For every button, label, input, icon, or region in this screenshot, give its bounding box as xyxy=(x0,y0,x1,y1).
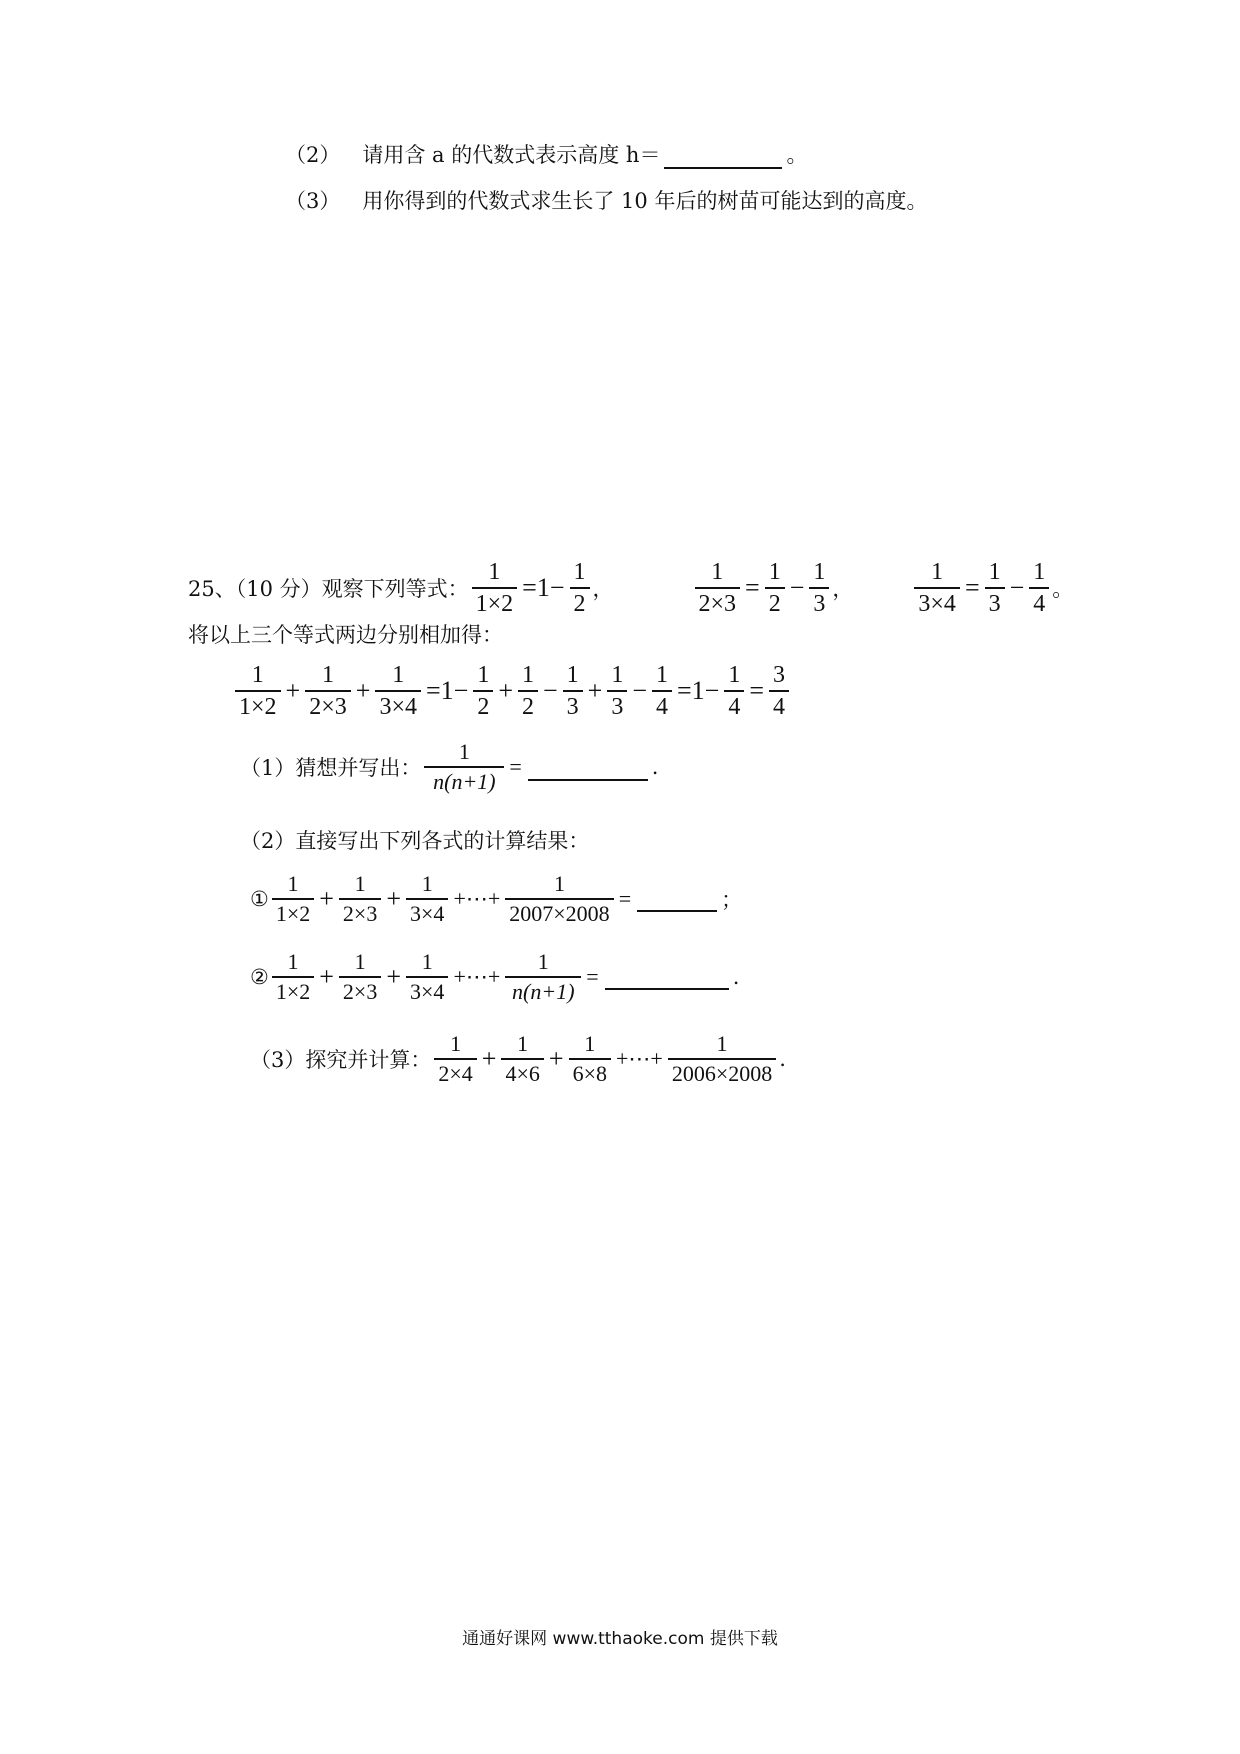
q25-sum-equation: $\frac{1}{1\times 2}$ + $\frac{1}{2\times 3}$ + $\frac{1}{3\times 4}$ =1− $\frac{1}{2}$ + $\frac{1}{2}$ − $\frac{1}{3}$ + $\frac{1}{3}$ − $\frac{1}{4}$ =1− $\frac{1}{4}$ = $\frac{3}{4}$ xyxy=(232,660,792,722)
fraction: $\frac{1}{2}$ xyxy=(765,557,785,619)
page-footer: 通通好课网 www.tthaoke.com 提供下载 xyxy=(462,1629,778,1649)
fraction: $\frac{1}{2007\times 2008}$ xyxy=(505,870,613,928)
fraction: $\frac{1}{2006\times 2008}$ xyxy=(668,1030,776,1088)
fraction: $\frac{1}{3}$ xyxy=(563,660,583,722)
fraction: $\frac{1}{2\times 3}$ xyxy=(305,660,351,722)
fraction: $\frac{1}{1\times 2}$ xyxy=(235,660,281,722)
fraction: $\frac{1}{3}$ xyxy=(809,557,829,619)
fraction: $\frac{1}{2\times 3}$ xyxy=(339,948,381,1006)
fraction: $\frac{1}{2}$ xyxy=(473,660,493,722)
fraction: $\frac{1}{3\times 4}$ xyxy=(406,870,448,928)
q25-observe-row: 25、（10 分）观察下列等式： $\frac{1}{1\times 2}$ =1− $\frac{1}{2}$ ， $\frac{1}{2\times 3}$ = $\frac{1}{2}$ − $\frac{1}{3}$ ， $\frac{1}{3\times 4}$ = $\frac{1}{3}$ − $\frac{1}{4}$ 。 xyxy=(188,559,1074,617)
q25-part3: （3）探究并计算： $\frac{1}{2\times 4}$ + $\frac{1}{4\times 6}$ + $\frac{1}{6\times 8}$ +⋯+ $\frac{1}{2006\times 2008}$ . xyxy=(250,1031,786,1086)
q25-combine-text: 将以上三个等式两边分别相加得： xyxy=(188,623,503,647)
fraction: $\frac{1}{3\times 4}$ xyxy=(406,948,448,1006)
fraction: $\frac{1}{1\times 2}$ xyxy=(272,948,314,1006)
fraction: $\frac{1}{4}$ xyxy=(652,660,672,722)
fraction: $\frac{1}{2\times 3}$ xyxy=(339,870,381,928)
fraction: $\frac{1}{3\times 4}$ xyxy=(375,660,421,722)
q24-part3: （3） 用你得到的代数式求生长了 10 年后的树苗可能达到的高度。 xyxy=(285,189,928,213)
fraction: $\frac{1}{3}$ xyxy=(607,660,627,722)
q24-part2: （2） 请用含 a 的代数式表示高度 h＝ 。 xyxy=(285,143,808,167)
q25-part2-label: （2）直接写出下列各式的计算结果： xyxy=(240,829,590,853)
fraction: $\frac{3}{4}$ xyxy=(769,660,789,722)
q25-part2-sum1: ① $\frac{1}{1\times 2}$ + $\frac{1}{2\times 3}$ + $\frac{1}{3\times 4}$ +⋯+ $\frac{1}{2007\times 2008}$ = ； xyxy=(250,871,743,926)
fraction: $\frac{1}{6\times 8}$ xyxy=(569,1030,611,1088)
fraction: $\frac{1}{n(n+1)}$ xyxy=(424,738,504,796)
q25-part2-sum2: ② $\frac{1}{1\times 2}$ + $\frac{1}{2\times 3}$ + $\frac{1}{3\times 4}$ +⋯+ $\frac{1}{n(n+1)}$ = . xyxy=(250,949,740,1004)
fraction: $\frac{1}{2}$ xyxy=(570,557,590,619)
answer-blank[interactable] xyxy=(605,964,729,990)
fraction: $\frac{1}{3}$ xyxy=(985,557,1005,619)
answer-blank[interactable] xyxy=(528,753,648,781)
fraction: $\frac{1}{4}$ xyxy=(1029,557,1049,619)
fraction: $\frac{1}{4}$ xyxy=(724,660,744,722)
fraction: $\frac{1}{1\times 2}$ xyxy=(272,870,314,928)
q25-intro: 25、（10 分）观察下列等式： xyxy=(188,577,469,601)
answer-blank[interactable] xyxy=(664,145,782,169)
fraction: $\frac{1}{2\times 3}$ xyxy=(695,557,741,619)
fraction: $\frac{1}{n(n+1)}$ xyxy=(505,948,581,1006)
fraction: $\frac{1}{1\times 2}$ xyxy=(472,557,518,619)
q25-part1: （1）猜想并写出： $\frac{1}{n(n+1)}$ = . xyxy=(240,739,659,794)
fraction: $\frac{1}{3\times 4}$ xyxy=(914,557,960,619)
fraction: $\frac{1}{2}$ xyxy=(518,660,538,722)
fraction: $\frac{1}{4\times 6}$ xyxy=(501,1030,543,1088)
fraction: $\frac{1}{2\times 4}$ xyxy=(434,1030,476,1088)
answer-blank[interactable] xyxy=(637,886,717,912)
